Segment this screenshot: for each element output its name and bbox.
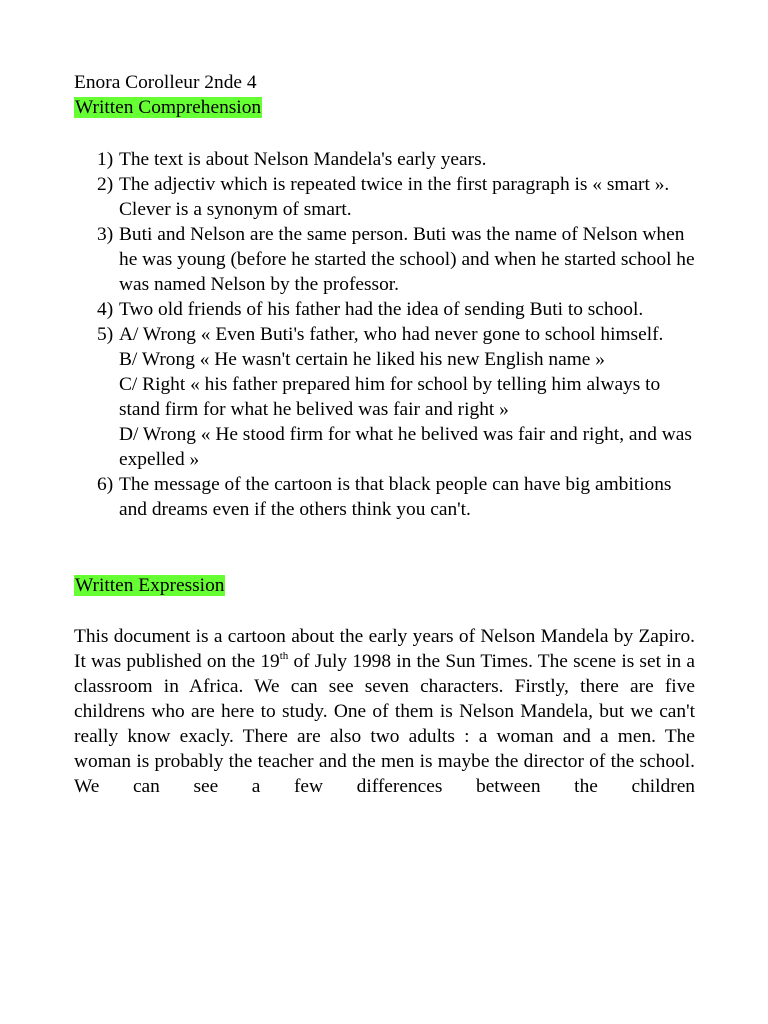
essay-paragraph (74, 624, 695, 799)
answer-subpart-b: B/ Wrong « He wasn't certain he liked his new English name » (119, 349, 605, 370)
answer-number: 1) (97, 149, 114, 170)
answer-number: 5) (97, 324, 114, 345)
answer-subpart-d: D/ Wrong « He stood firm for what he belived was fair and right, and was expelled » (119, 424, 692, 470)
answer-item (74, 472, 695, 522)
answer-number: 2) (97, 174, 114, 195)
comprehension-heading-text: Written Comprehension (75, 97, 262, 118)
answer-number: 6) (97, 474, 114, 495)
answer-number: 3) (97, 224, 114, 245)
answer-text: The text is about Nelson Mandela's early years. (119, 149, 487, 170)
answer-number: 4) (97, 299, 114, 320)
answer-text: Two old friends of his father had the idea of sending Buti to school. (119, 299, 644, 320)
document-page (74, 70, 695, 799)
answer-subpart-a: A/ Wrong « Even Buti's father, who had never gone to school himself. (119, 324, 664, 345)
expression-heading (74, 573, 695, 598)
answer-item (74, 172, 695, 222)
answer-subpart-c: C/ Right « his father prepared him for school by telling him always to stand firm for what he belived was fair and right » (119, 374, 661, 420)
essay-text-rest: of July 1998 in the Sun Times. The scene is set in a classroom in Africa. We can see seven characters. Firstly, there are five childrens who are here to study. One of them is Nelson Mandela, but we can't really know exacly. There are also two adults : a woman and a men. The woman is probably the teacher and the men is maybe the director of the school. We can see a few differences between the children (74, 651, 695, 797)
answer-item (74, 322, 695, 472)
date-ordinal-suffix: th (279, 650, 289, 662)
expression-heading-text: Written Expression (75, 575, 225, 596)
answer-text: The message of the cartoon is that black people can have big ambitions and dreams even if the others think you can't. (119, 474, 672, 520)
answer-text: Buti and Nelson are the same person. Buti was the name of Nelson when he was young (before he started the school) and when he started school he was named Nelson by the professor. (119, 224, 695, 295)
answer-item (74, 147, 695, 172)
answer-list (74, 147, 695, 522)
answer-item (74, 297, 695, 322)
comprehension-heading (74, 95, 695, 120)
author-line: Enora Corolleur 2nde 4 (74, 72, 257, 93)
answer-item (74, 222, 695, 297)
answer-text: The adjectiv which is repeated twice in the first paragraph is « smart ». Clever is a synonym of smart. (119, 174, 670, 220)
essay-text-start: This document is a cartoon about the early years of Nelson Mandela by Zapiro. It was published on the 19 (74, 626, 695, 672)
